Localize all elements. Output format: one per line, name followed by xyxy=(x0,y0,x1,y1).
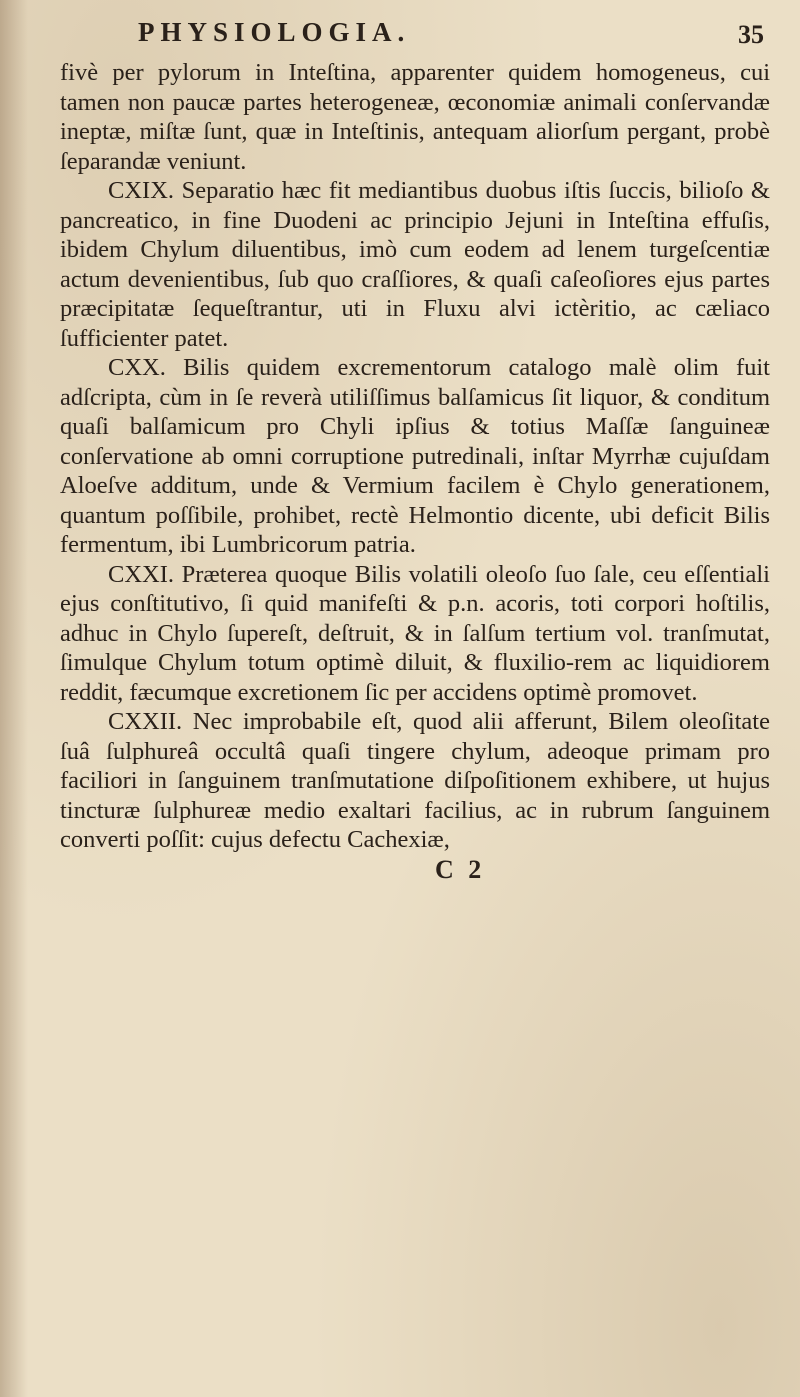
page-number: 35 xyxy=(738,20,764,49)
paragraph-cxix: CXIX. Separatio hæc fit mediantibus duobus iſtis ſuccis, bilioſo & pancreatico, in fine Duodeni ac principio Jejuni in Inteſtina effuſis, ibidem Chylum diluentibus, imò cum eodem ad lenem turgeſcentiæ actum devenientibus, ſub quo craſſiores, & quaſi caſeoſiores ejus partes præcipitatæ ſequeſtrantur, uti in Fluxu alvi ictèritio, ac cæliaco ſufficienter patet. xyxy=(60,177,770,352)
paragraph-cxxi: CXXI. Præterea quoque Bilis volatili oleoſo ſuo ſale, ceu eſſentiali ejus conſtitutivo, ſi quid manifeſti & p.n. acoris, toti corpori hoſtilis, adhuc in Chylo ſupereſt, deſtruit, & in ſalſum tertium vol. tranſmutat, ſimulque Chylum totum optimè diluit, & fluxilio-rem ac liquidiorem reddit, fæcumque excretionem ſic per accidens optimè promovet. xyxy=(60,560,770,706)
paragraph-cxx: CXX. Bilis quidem excrementorum catalogo malè olim fuit adſcripta, cùm in ſe reverà utiliſſimus balſamicus ſit liquor, & conditum quaſi balſamicum pro Chyli ipſius & totius Maſſæ ſanguineæ conſervatione ab omni corruptione putredinali, inſtar Myrrhæ cujuſdam Aloeſve additum, unde & Vermium facilem è Chylo generationem, quantum poſſibile, prohibet, rectè Helmontio dicente, ubi deficit Bilis fermentum, ibi Lumbricorum patria. xyxy=(60,354,770,558)
signature-mark: C 2 xyxy=(435,854,486,884)
signature-row xyxy=(60,855,770,889)
running-head xyxy=(60,18,770,54)
text-block xyxy=(60,18,770,889)
paragraph-cxxii: CXXII. Nec improbabile eſt, quod alii afferunt, Bilem oleoſitate ſuâ ſulphureâ occultâ quaſi tingere chylum, adeoque primam pro faciliori in ſanguinem tranſmutatione diſpoſitionem exhibere, ut hujus tincturæ ſulphureæ medio exaltari facilius, ac in rubrum ſanguinem converti poſſit: cujus defectu Cachexiæ, xyxy=(60,708,770,853)
binding-shadow xyxy=(0,0,28,1397)
running-head-title: PHYSIOLOGIA. xyxy=(138,17,411,47)
paragraph-continuation: fivè per pylorum in Inteſtina, apparenter quidem homogeneus, cui tamen non paucæ partes heterogeneæ, œconomiæ animali conſervandæ ineptæ, miſtæ ſunt, quæ in Inteſtinis, antequam aliorſum pergant, probè ſeparandæ veniunt. xyxy=(60,59,770,175)
